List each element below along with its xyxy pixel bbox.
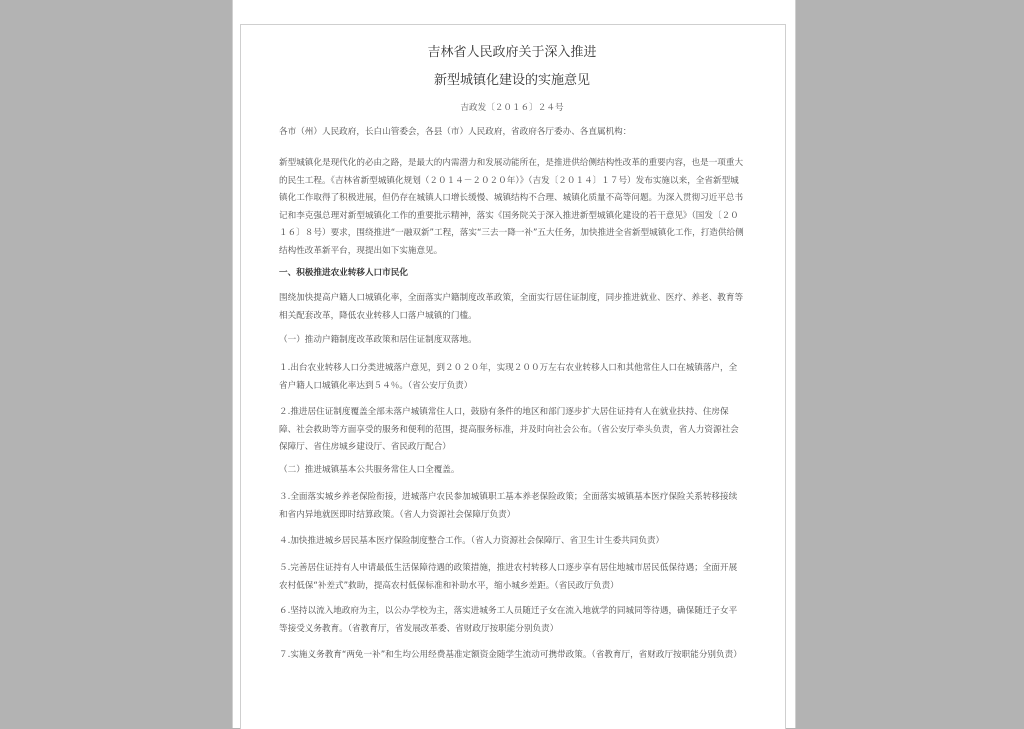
section-1-heading: 一、积极推进农业转移人口市民化	[279, 268, 408, 278]
item-5: ５.完善居住证持有人申请最低生活保障待遇的政策措施，推进农村转移人口逐步享有居住地城市居民低保待遇；全面开展农村低保“补差式”救助，提高农村低保标准和补助水平，缩小城乡差距。（省民政厅负责）	[279, 563, 738, 591]
item-2: ２.推进居住证制度覆盖全部未落户城镇常住人口，鼓励有条件的地区和部门逐步扩大居住证持有人在就业扶持、住房保障、社会救助等方面享受的服务和便利的范围，提高服务标准，并及时向社会公布。（省公安厅牵头负责，省人力资源社会保障厅、省住房城乡建设厅、省民政厅配合）	[279, 407, 739, 452]
subsection-2-heading: （二）推进城镇基本公共服务常住人口全覆盖。	[279, 465, 460, 475]
document-number: 吉政发〔２０１６〕２４号	[460, 103, 564, 113]
subsection-1-heading: （一）推动户籍制度改革政策和居住证制度双落地。	[279, 335, 477, 345]
item-3: ３.全面落实城乡养老保险衔接，进城落户农民参加城镇职工基本养老保险政策；全面落实城镇基本医疗保险关系转移接续和省内异地就医即时结算政策。（省人力资源社会保障厅负责）	[279, 492, 738, 520]
item-4: ４.加快推进城乡居民基本医疗保险制度整合工作。（省人力资源社会保障厅、省卫生计生委共同负责）	[279, 536, 665, 546]
intro-paragraph: 新型城镇化是现代化的必由之路，是最大的内需潜力和发展动能所在，是推进供给侧结构性改革的重要内容，也是一项重大的民生工程。《吉林省新型城镇化规划（２０１４－２０２０年）》（吉发〔２０１４〕１７号）发布实施以来，全省新型城镇化工作取得了积极进展，但仍存在城镇人口增长缓慢、城镇结构不合理、城镇化质量不高等问题。为深入贯彻习近平总书记和李克强总理对新型城镇化工作的重要批示精神，落实《国务院关于深入推进新型城镇化建设的若干意见》（国发〔２０１６〕８号）要求，围绕推进“一融双新”工程，落实“三去一降一补”五大任务，加快推进全省新型城镇化工作，打造供给侧结构性改革新平台，现提出如下实施意见。	[279, 158, 744, 256]
item-1: １.出台农业转移人口分类进城落户意见，到２０２０年，实现２００万左右农业转移人口和其他常住人口在城镇落户，全省户籍人口城镇化率达到５４％。（省公安厅负责）	[279, 363, 738, 391]
document-title-line1: 吉林省人民政府关于深入推进	[427, 45, 597, 60]
section-1-intro: 围绕加快提高户籍人口城镇化率，全面落实户籍制度改革政策，全面实行居住证制度，同步推进就业、医疗、养老、教育等相关配套改革，降低农业转移人口落户城镇的门槛。	[279, 293, 744, 321]
addressee: 各市（州）人民政府，长白山管委会，各县（市）人民政府，省政府各厅委办、各直属机构：	[279, 127, 632, 137]
item-7: ７.实施义务教育“两免一补”和生均公用经费基准定额资金随学生流动可携带政策。（省教育厅，省财政厅按职能分别负责）	[279, 650, 742, 660]
document-title-line2: 新型城镇化建设的实施意见	[433, 73, 590, 88]
item-6: ６.坚持以流入地政府为主，以公办学校为主，落实进城务工人员随迁子女在流入地就学的同城同等待遇，确保随迁子女平等接受义务教育。（省教育厅，省发展改革委、省财政厅按职能分别负责）	[279, 606, 738, 634]
